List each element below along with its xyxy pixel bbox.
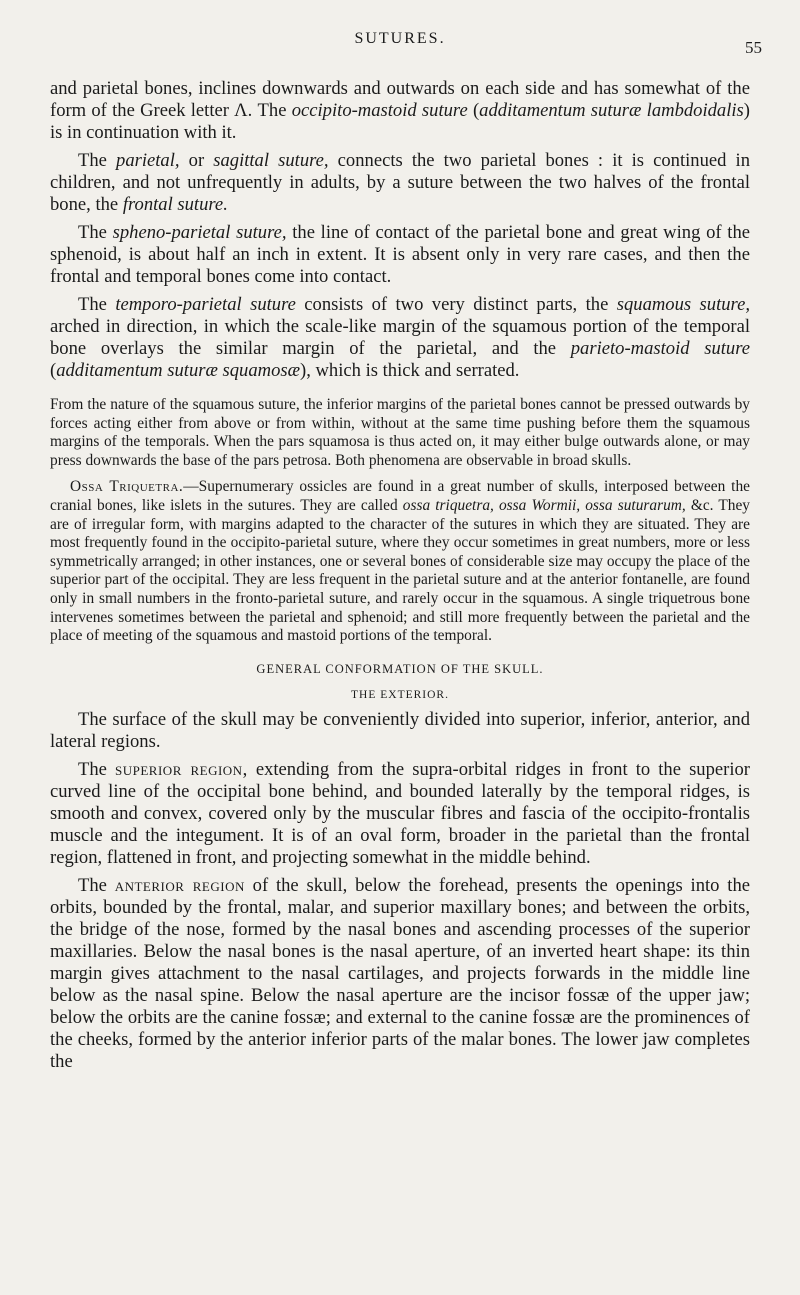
note-squamous-suture: From the nature of the squamous suture, the inferior margins of the parietal bones cannot be pressed outwards by forces acting either from above or from within, without at the same time pushing before them the squamous margins of the temporals. When the pars squamosa is thus acted on, it may either bulge outwards alone, or may press downwards the base of the pars petrosa. Both phenomena are observable in broad skulls.	[50, 396, 750, 469]
term-parietal: parietal,	[116, 150, 180, 171]
text-run: (	[50, 360, 57, 381]
text-run: the line of contact of the parietal bone and great wing of the sphenoid, is about half an inch in extent. It is absent only in very rare cases, and then the frontal and temporal bones come into contact.	[50, 222, 750, 287]
text-run: (	[467, 100, 480, 121]
paragraph-superior-region	[50, 759, 750, 869]
paragraph-skull-surface: The surface of the skull may be conveniently divided into superior, inferior, anterior, and lateral regions.	[50, 708, 750, 752]
text-run: &c. They are of irregular form, with margins adapted to the character of the sutures in which they are situated. They are most frequently found in the occipito-parietal suture, where they occur sometimes in great numbers, more or less symmetrically arranged; in other instances, one or several bones of considerable size may occupy the place of the superior part of the occipital. They are less frequent in the parietal suture and at the anterior fontanelle, are found only in small numbers in the fronto-parietal suture, and rarely occur in the squamous. A single triquetrous bone intervenes sometimes between the parietal and sphenoid; and still more frequently between the parietal and the place of meeting of the squamous and mastoid portions of the temporal.	[50, 496, 750, 645]
text-run: and parietal bones, inclines downwards and outwards on each side and has somewhat of the form of the Greek letter Λ. The	[50, 78, 750, 121]
paragraph-temporo-parietal	[50, 294, 750, 382]
text-run: ), which is thick and serrated.	[300, 360, 520, 381]
text-run: The	[78, 758, 116, 780]
text-run: or	[179, 150, 214, 171]
subsection-heading: THE EXTERIOR.	[351, 688, 449, 701]
term-occipito-mastoid-suture: occipito-mastoid suture	[291, 100, 468, 121]
label-ossa-triquetra: Ossa Triquetra.	[70, 478, 184, 496]
paragraph-spheno-parietal	[50, 222, 750, 288]
section-heading: GENERAL CONFORMATION OF THE SKULL.	[256, 661, 544, 676]
text-run: —Supernumerary ossicles are found in a great number of skulls, interposed between the cranial bones, like islets in the sutures. They are called	[50, 478, 750, 514]
text-run: arched in direction, in which the scale-like margin of the squamous portion of the temporal bone overlays the similar margin of the parietal, and the	[50, 316, 750, 359]
term-additamentum-lambdoidalis: additamentum suturæ lambdoidalis	[479, 100, 744, 121]
paragraph-occipito-mastoid	[50, 78, 750, 144]
paragraph-parietal-suture	[50, 150, 750, 216]
page-number: 55	[745, 38, 762, 57]
note-ossa-triquetra	[50, 478, 750, 645]
term-sagittal-suture: sagittal suture,	[213, 150, 329, 171]
term-squamous-suture: squamous suture,	[616, 294, 750, 315]
term-frontal-suture: frontal suture.	[122, 194, 228, 215]
label-anterior-region: anterior region	[114, 874, 245, 896]
term-ossa-triquetra: ossa triquetra, ossa Wormii, ossa suturarum,	[402, 496, 686, 514]
text-run: The	[78, 222, 113, 243]
text-run: consists of two very distinct parts, the	[295, 294, 617, 315]
label-superior-region: superior region,	[115, 758, 248, 780]
text-run: The	[78, 294, 116, 315]
term-additamentum-squamosae: additamentum suturæ squamosæ	[56, 360, 301, 381]
term-spheno-parietal-suture: spheno-parietal suture,	[112, 222, 287, 243]
term-temporo-parietal-suture: temporo-parietal suture	[115, 294, 296, 315]
text-run: ) is in continuation with it.	[50, 100, 750, 143]
text-run: The	[78, 874, 115, 896]
running-head: SUTURES.	[354, 30, 446, 47]
page-header	[50, 0, 762, 78]
text-run: connects the two parietal bones : it is continued in children, and not unfrequently in adults, by a suture between the two halves of the frontal bone, the	[50, 150, 751, 215]
text-run: extending from the supra-orbital ridges in front to the superior curved line of the occipital bone behind, and bounded laterally by the temporal ridges, is smooth and convex, covered only by the muscular fibres and fascia of the occipito-frontalis muscle and the integument. It is of an oval form, broader in the parietal than the frontal region, flattened in front, and projecting somewhat in the middle behind.	[50, 758, 750, 868]
term-parieto-mastoid-suture: parieto-mastoid suture	[570, 338, 751, 359]
paragraph-anterior-region	[50, 875, 750, 1073]
text-run: The	[78, 150, 117, 171]
text-run: of the skull, below the forehead, presents the openings into the orbits, bounded by the frontal, malar, and superior maxillary bones; and between the orbits, the bridge of the nose, formed by the nasal bones and ascending processes of the superior maxillaries. Below the nasal bones is the nasal aperture, of an inverted heart shape: its thin margin gives attachment to the nasal cartilages, and projects forwards in the middle line below as the nasal spine. Below the nasal aperture are the incisor fossæ of the upper jaw; below the orbits are the canine fossæ; and external to the canine fossæ are the prominences of the cheeks, formed by the anterior inferior parts of the malar bones. The lower jaw completes the	[50, 874, 750, 1072]
